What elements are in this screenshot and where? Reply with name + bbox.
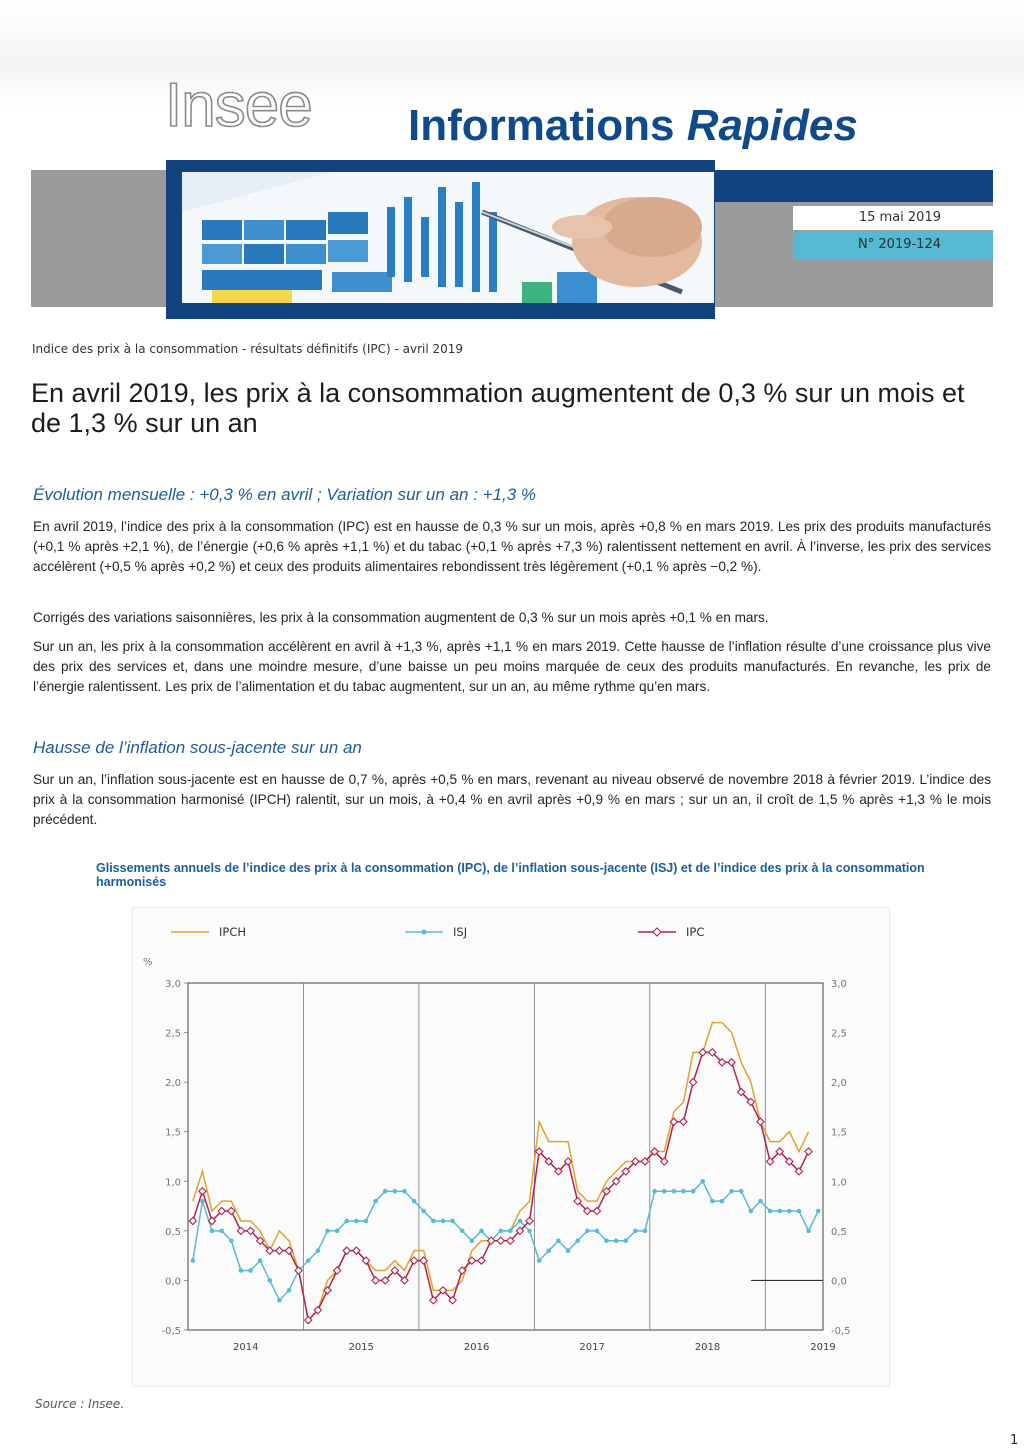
photo-illustration [182,172,714,303]
source-note: Source : Insee. [35,1397,125,1411]
chart-point-isj [306,1258,311,1263]
chart-point-isj [623,1238,628,1243]
chart-ytick-label-right: 2,0 [831,1078,847,1090]
chart-point-isj [450,1219,455,1224]
chart-point-ipc [343,1247,350,1254]
document-kicker: Indice des prix à la consommation - résultats définitifs (IPC) - avril 2019 [32,342,464,356]
chart-point-isj [566,1248,571,1253]
chart-point-isj [556,1238,561,1243]
paragraph-monthly-2: Corrigés des variations saisonnières, les prix à la consommation augmentent de 0,3 % sur un mois après +0,1 % en mars. [33,610,769,625]
chart-point-isj [210,1229,215,1234]
chart-point-ipc [478,1257,485,1264]
chart-point-ipc [372,1277,379,1284]
chart-ytick-label-left: 3,0 [165,979,181,990]
chart-ytick-label-left: 2,0 [165,1078,181,1090]
section-heading-monthly: Évolution mensuelle : +0,3 % en avril ; Variation sur un an : +1,3 % [33,485,537,504]
chart-point-isj [652,1189,657,1194]
chart-point-isj [470,1238,475,1243]
chart-point-isj [546,1248,551,1253]
chart-point-isj [239,1268,244,1273]
chart-point-ipc [228,1207,235,1214]
chart-point-isj [518,1219,523,1224]
chart-xtick-label: 2018 [694,1342,721,1353]
chart-point-ipc [497,1237,504,1244]
chart-point-isj [364,1219,369,1224]
chart-point-ipc [680,1118,687,1125]
publication-date: 15 mai 2019 [793,206,993,230]
chart-point-isj [720,1199,725,1204]
chart-point-ipc [410,1257,417,1264]
chart-point-isj [595,1229,600,1234]
chart-ytick-label-left: 0,0 [165,1276,181,1288]
chart-point-isj [777,1209,782,1214]
section-heading-core-inflation: Hausse de l’inflation sous-jacente sur un an [33,738,362,757]
chart-point-ipc [805,1148,812,1155]
header-background [0,0,1024,110]
inflation-line-chart [133,908,889,1386]
chart-point-ipc [189,1217,196,1224]
chart-point-isj [431,1219,436,1224]
chart-point-isj [729,1189,734,1194]
publication-number: N° 2019-124 [793,231,993,259]
chart-point-ipc [237,1227,244,1234]
chart-point-isj [479,1229,484,1234]
chart-point-isj [700,1179,705,1184]
chart-point-isj [412,1199,417,1204]
chart-ytick-label-right: 1,5 [831,1127,847,1139]
chart-point-isj [335,1229,340,1234]
chart-point-isj [393,1189,398,1194]
chart-ytick-label-right: 0,5 [831,1226,847,1238]
chart-point-ipc [728,1059,735,1066]
chart-xtick-label: 2016 [463,1342,490,1353]
chart-ytick-label-left: 0,5 [165,1226,181,1238]
chart-point-isj [806,1229,811,1234]
chart-title: Glissements annuels de l’indice des prix à la consommation (IPC), de l’inflation sous-jacente (ISJ) et de l’indice des prix à la consommation harmonisés [96,861,925,889]
insee-logo: Insee [165,71,312,140]
chart-point-isj [691,1189,696,1194]
chart-point-isj [441,1219,446,1224]
chart-point-isj [354,1219,359,1224]
chart-point-isj [344,1219,349,1224]
chart-legend-label-ipc: IPC [686,925,705,939]
chart-point-isj [383,1189,388,1194]
chart-legend-label-isj: ISJ [453,925,468,939]
chart-point-isj [604,1238,609,1243]
chart-point-isj [758,1199,763,1204]
chart-point-isj [508,1229,513,1234]
chart-point-isj [316,1248,321,1253]
chart-point-isj [258,1258,263,1263]
chart-legend-marker-ipc [653,928,661,936]
chart-point-isj [816,1209,821,1214]
chart-ytick-label-right: 3,0 [831,979,847,990]
chart-ytick-label-right: 1,0 [831,1177,847,1189]
chart-point-isj [768,1209,773,1214]
chart-series-line-ipc [193,1052,809,1320]
chart-ytick-label-right: -0,5 [831,1326,851,1337]
chart-ytick-label-right: 0,0 [831,1276,847,1288]
chart-ytick-label-right: 2,5 [831,1028,847,1040]
paragraph-core-inflation: Sur un an, l’inflation sous-jacente est en hausse de 0,7 %, après +0,5 % en mars, revenant au niveau observé de novembre 2018 à février 2019. L’indice des prix à la consommation harmonisé (IPCH) ralentit, sur un mois, à +0,4 % en avril après +0,9 % en mars ; sur un an, il croît de 1,5 % après +1,3 % le mois précédent. [33,772,991,827]
chart-point-ipc [593,1207,600,1214]
paragraph-monthly-1: En avril 2019, l’indice des prix à la consommation (IPC) est en hausse de 0,3 % sur un mois, après +0,8 % en mars 2019. Les prix des produits manufacturés (+0,1 % après +2,1 %), de l’énergie (+0,6 % après +1,1 %) et du tabac (+0,1 % après +7,3 %) ralentissent nettement en avril. À l’inverse, les prix des services accélèrent (+0,5 % après +0,2 %) et ceux des produits alimentaires rebondissent très légèrement (+0,1 % après −0,2 %). [33,519,991,574]
chart-xtick-label: 2017 [579,1342,605,1353]
chart-point-ipc [690,1079,697,1086]
chart-ytick-label-left: -0,5 [161,1326,181,1337]
publication-title-emphasis: Rapides [686,101,858,150]
chart-point-isj [229,1238,234,1243]
chart-point-isj [325,1229,330,1234]
chart-point-isj [739,1189,744,1194]
chart-point-ipc [199,1188,206,1195]
chart-ytick-label-left: 1,0 [165,1177,181,1189]
chart-ytick-label-left: 1,5 [165,1127,181,1139]
chart-ylabel: % [143,957,153,968]
chart-point-isj [287,1288,292,1293]
chart-point-isj [248,1268,253,1273]
header-photo-chart-illustration [182,172,714,303]
chart-legend-label-ipch: IPCH [219,925,247,939]
publication-title-main: Informations [408,101,675,150]
chart-point-isj [643,1229,648,1234]
chart-point-isj [527,1229,532,1234]
chart-point-isj [460,1229,465,1234]
chart-point-isj [662,1189,667,1194]
chart-point-isj [787,1209,792,1214]
chart-point-isj [614,1238,619,1243]
chart-point-isj [749,1209,754,1214]
chart-point-ipc [757,1118,764,1125]
chart-point-ipc [276,1247,283,1254]
chart-series-line-ipch [193,1023,809,1320]
chart-legend-marker-isj [422,930,427,935]
chart-point-isj [575,1238,580,1243]
chart-point-isj [219,1229,224,1234]
chart-point-isj [710,1199,715,1204]
publication-title [408,96,858,156]
page-headline: En avril 2019, les prix à la consommation augmentent de 0,3 % sur un mois et de 1,3 % sur un an [31,378,965,438]
chart-point-isj [373,1199,378,1204]
paragraph-monthly-3: Sur un an, les prix à la consommation accélèrent en avril à +1,3 %, après +1,1 % en mars 2019. Cette hausse de l’inflation résulte d’une croissance plus vive des prix des services et, dans une moindre mesure, d’une baisse un peu moins marquée de ceux des produits manufacturés. En revanche, les prix de l’énergie ralentissent. Les prix de l’alimentation et du tabac augmentent, sur un an, au même rythme qu’en mars. [33,639,991,694]
chart-point-isj [633,1229,638,1234]
chart-point-isj [498,1229,503,1234]
chart-point-isj [421,1209,426,1214]
chart-point-isj [585,1229,590,1234]
chart-container [132,907,890,1387]
chart-point-ipc [699,1049,706,1056]
chart-xtick-label: 2014 [233,1342,259,1353]
chart-point-isj [200,1199,205,1204]
header-navy-strip [715,170,993,202]
chart-plot-frame [188,983,823,1330]
chart-ytick-label-left: 2,5 [165,1028,181,1040]
chart-point-isj [797,1209,802,1214]
chart-point-isj [267,1278,272,1283]
chart-point-isj [402,1189,407,1194]
chart-xtick-label: 2019 [810,1342,836,1353]
chart-point-isj [537,1258,542,1263]
page-number: 1 [1010,1433,1019,1448]
chart-point-isj [681,1189,686,1194]
chart-xtick-label: 2015 [348,1342,374,1353]
chart-point-isj [191,1258,196,1263]
chart-point-isj [672,1189,677,1194]
chart-point-isj [277,1298,282,1303]
